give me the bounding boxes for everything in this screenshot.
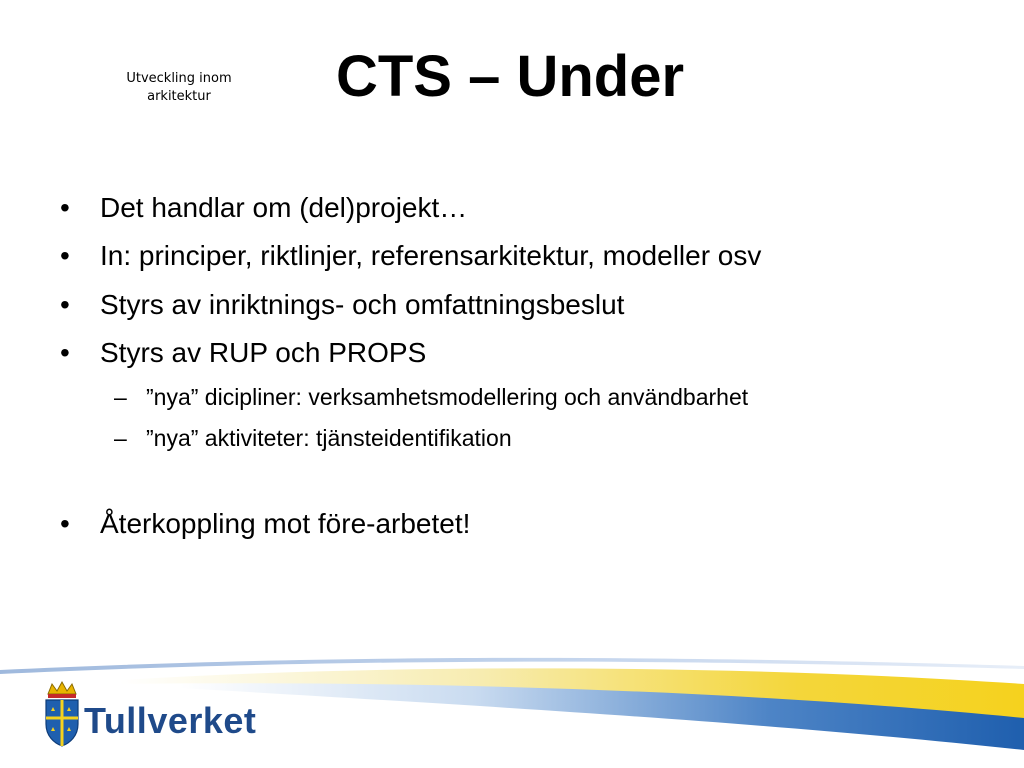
bullet-text: Återkoppling mot före-arbetet! <box>100 508 471 539</box>
bullet-marker: • <box>60 508 70 539</box>
bullet-marker: • <box>60 240 70 271</box>
slide-title: CTS – Under <box>335 44 685 109</box>
bullet-text: Det handlar om (del)projekt… <box>100 192 468 223</box>
subbullet-text: ”nya” dicipliner: verksamhetsmodellering och användbarhet <box>146 384 749 410</box>
bullet-text: Styrs av inriktnings- och omfattningsbeslut <box>100 289 625 320</box>
section-label-line1: Utveckling inom <box>126 71 232 86</box>
bullet-marker: • <box>60 337 70 368</box>
bullet-marker: • <box>60 192 70 223</box>
brand-logo <box>42 680 262 750</box>
subbullet-text: ”nya” aktiviteter: tjänsteidentifikation <box>146 425 512 451</box>
brand-name: Tullverket <box>84 700 257 741</box>
section-label-line2: arkitektur <box>147 89 211 104</box>
subbullet-marker: – <box>114 425 127 451</box>
bullet-marker: • <box>60 289 70 320</box>
subbullet-marker: – <box>114 384 127 410</box>
crown-shield-emblem-icon <box>42 680 82 750</box>
bullet-text: In: principer, riktlinjer, referensarkitektur, modeller osv <box>100 240 762 271</box>
bullet-text: Styrs av RUP och PROPS <box>100 337 427 368</box>
